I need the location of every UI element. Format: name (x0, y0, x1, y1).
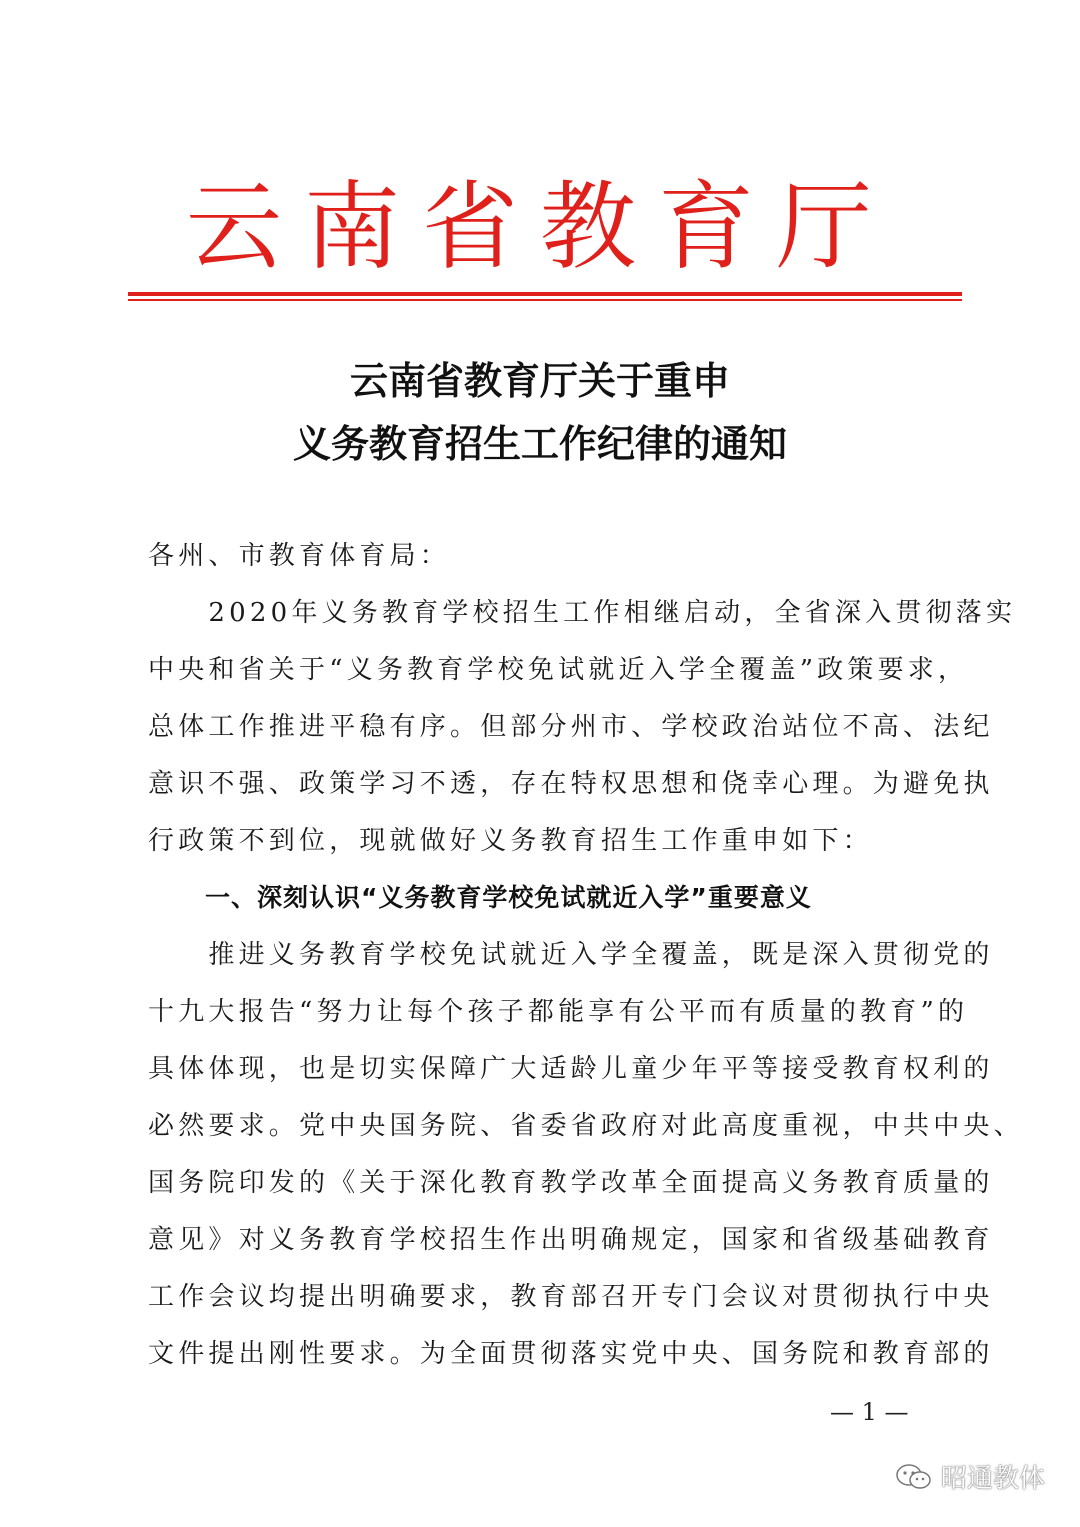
watermark-text: 昭通教体 (941, 1464, 1046, 1494)
paragraph-2-line-1: 推进义务教育学校免试就近入学全覆盖，既是深入贯彻党的 (148, 940, 994, 970)
paragraph-2-line-7: 工作会议均提出明确要求，教育部召开专门会议对贯彻执行中央 (148, 1282, 994, 1312)
paragraph-1-line-1: 2020年义务教育学校招生工作相继启动，全省深入贯彻落实 (148, 598, 1017, 628)
paragraph-2-line-8: 文件提出刚性要求。为全面贯彻落实党中央、国务院和教育部的 (148, 1339, 994, 1369)
masthead-red-rule-thick (128, 292, 962, 296)
document-title-line-2: 义务教育招生工作纪律的通知 (292, 421, 787, 466)
paragraph-1-line-3: 总体工作推进平稳有序。但部分州市、学校政治站位不高、法纪 (148, 712, 994, 742)
page-number: — 1 — (830, 1398, 909, 1426)
paragraph-1-line-4: 意识不强、政策学习不透，存在特权思想和侥幸心理。为避免执 (148, 769, 994, 799)
wechat-icon (895, 1463, 933, 1491)
section-1-heading: 一、深刻认识“义务教育学校免试就近入学”重要意义 (205, 883, 812, 912)
salutation: 各州、市教育体育局： (148, 541, 451, 571)
paragraph-1-line-2: 中央和省关于“义务教育学校免试就近入学全覆盖”政策要求， (148, 655, 969, 685)
watermark (895, 1458, 1045, 1495)
paragraph-2-line-6: 意见》对义务教育学校招生作出明确规定，国家和省级基础教育 (148, 1225, 994, 1255)
masthead-red-rule-thin (128, 299, 962, 301)
paragraph-2-line-4: 必然要求。党中央国务院、省委省政府对此高度重视，中共中央、 (148, 1111, 1024, 1141)
paragraph-2-line-2: 十九大报告“努力让每个孩子都能享有公平而有质量的教育”的 (148, 997, 969, 1027)
paragraph-2-line-5: 国务院印发的《关于深化教育教学改革全面提高义务教育质量的 (148, 1168, 994, 1198)
masthead-org-name: 云南省教育厅 (186, 171, 894, 283)
document-title-line-1: 云南省教育厅关于重申 (349, 358, 730, 403)
paragraph-1-line-5: 行政策不到位，现就做好义务教育招生工作重申如下： (148, 826, 873, 856)
paragraph-2-line-3: 具体体现，也是切实保障广大适龄儿童少年平等接受教育权利的 (148, 1054, 994, 1084)
